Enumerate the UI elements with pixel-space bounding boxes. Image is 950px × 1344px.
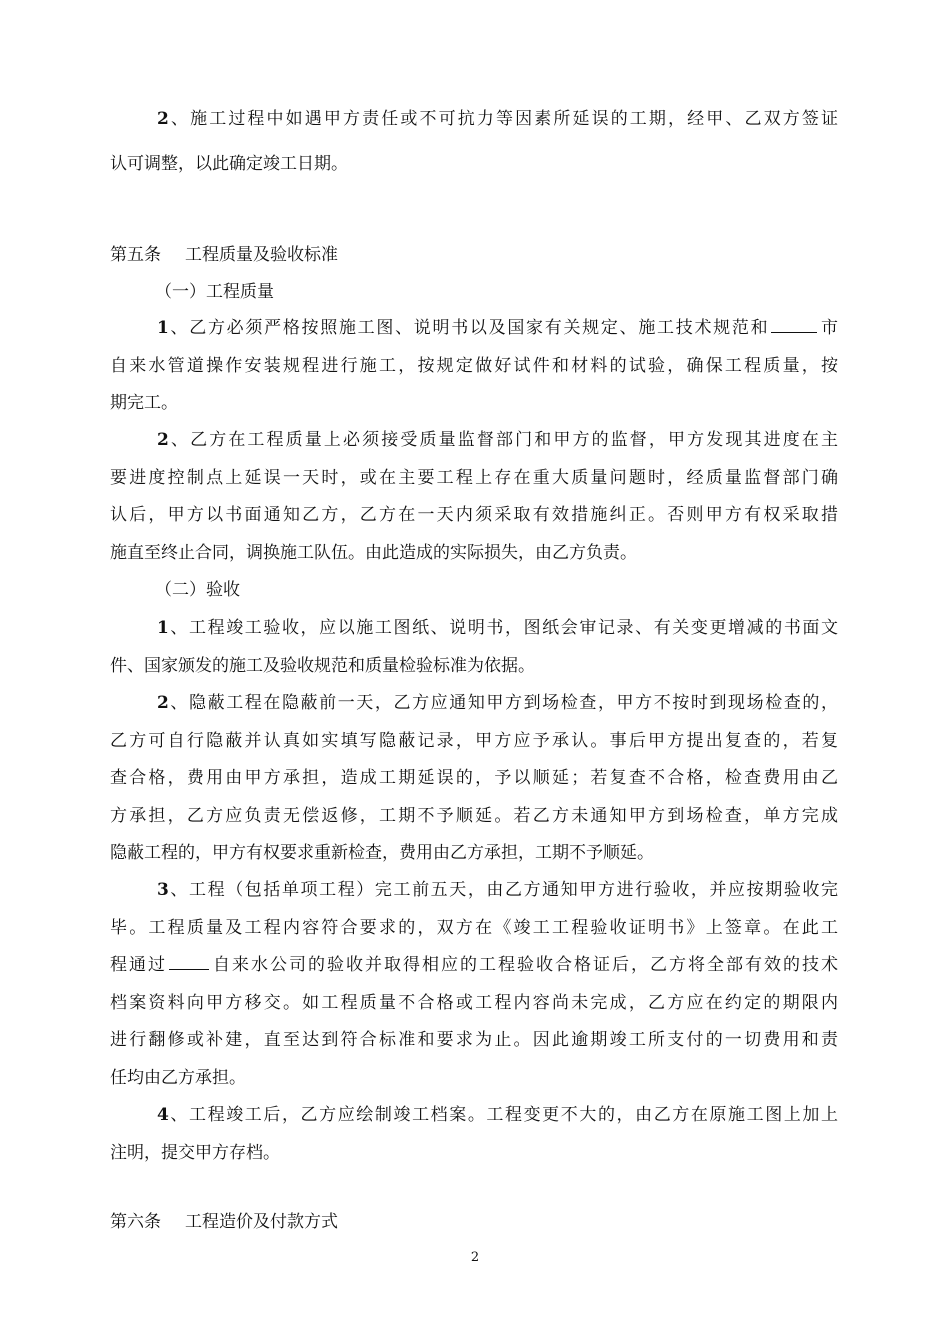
paragraph-line: 查合格，费用由甲方承担，造成工期延误的，予以顺延；若复查不合格，检查费用由乙 <box>110 768 838 788</box>
blank-underline <box>771 318 817 333</box>
section-heading-acceptance: （二）验收 <box>155 580 240 600</box>
article-title: 工程质量及验收标准 <box>185 245 338 265</box>
clause-quality-1 <box>110 310 838 423</box>
clause-quality-2 <box>110 422 838 572</box>
article-5-heading <box>110 240 338 270</box>
clause-acceptance-4 <box>110 1097 838 1172</box>
paragraph-line: 认可调整，以此确定竣工日期。 <box>110 154 348 174</box>
paragraph-line: 自来水管道操作安装规程进行施工，按规定做好试件和材料的试验，确保工程质量，按 <box>110 355 838 376</box>
paragraph-line: 要进度控制点上延误一天时，或在主要工程上存在重大质量问题时，经质量监督部门确 <box>110 467 838 488</box>
paragraph-line: 期完工。 <box>110 393 178 413</box>
section-heading-quality: （一）工程质量 <box>155 282 274 302</box>
page-number: 2 <box>470 1250 480 1265</box>
article-number: 第六条 <box>110 1212 161 1232</box>
paragraph-line: 2、施工过程中如遇甲方责任或不可抗力等因素所延误的工期，经甲、乙双方签证 <box>157 109 838 129</box>
paragraph-line: 4、工程竣工后，乙方应绘制竣工档案。工程变更不大的，由乙方在原施工图上加上 <box>157 1105 838 1125</box>
clause-acceptance-3 <box>110 872 838 1097</box>
paragraph-line: 隐蔽工程的，甲方有权要求重新检查，费用由乙方承担，工期不予顺延。 <box>110 843 654 863</box>
blank-underline <box>169 955 209 970</box>
clause-number: 2 <box>157 109 169 129</box>
paragraph-line: 件、国家颁发的施工及验收规范和质量检验标准为依据。 <box>110 655 535 676</box>
article-6-heading <box>110 1207 338 1237</box>
paragraph-line: 档案资料向甲方移交。如工程质量不合格或工程内容尚未完成，乙方应在约定的期限内 <box>110 992 838 1013</box>
paragraph-line: 施直至终止合同，调换施工队伍。由此造成的实际损失，由乙方负责。 <box>110 542 637 563</box>
clause-acceptance-1 <box>110 610 838 685</box>
paragraph-line: 3、工程（包括单项工程）完工前五天，由乙方通知甲方进行验收，并应按期验收完 <box>157 880 838 900</box>
paragraph-line: 1、工程竣工验收，应以施工图纸、说明书，图纸会审记录、有关变更增减的书面文 <box>157 618 838 638</box>
paragraph-line: 程通过 自来水公司的验收并取得相应的工程验收合格证后，乙方将全部有效的技术 <box>110 955 838 975</box>
paragraph-line: 2、隐蔽工程在隐蔽前一天，乙方应通知甲方到场检查，甲方不按时到现场检查的， <box>157 693 838 713</box>
article-title: 工程造价及付款方式 <box>185 1212 338 1232</box>
paragraph-line: 进行翻修或补建，直至达到符合标准和要求为止。因此逾期竣工所支付的一切费用和责 <box>110 1030 838 1050</box>
paragraph-line: 注明，提交甲方存档。 <box>110 1142 280 1163</box>
clause-acceptance-2 <box>110 685 838 873</box>
paragraph-line: 认后，甲方以书面通知乙方，乙方在一天内须采取有效措施纠正。否则甲方有权采取措 <box>110 505 838 525</box>
paragraph-line: 2、乙方在工程质量上必须接受质量监督部门和甲方的监督，甲方发现其进度在主 <box>157 430 838 450</box>
article-number: 第五条 <box>110 245 161 265</box>
paragraph-line: 1、乙方必须严格按照施工图、说明书以及国家有关规定、施工技术规范和 市 <box>157 318 839 338</box>
paragraph-delay <box>110 97 838 187</box>
paragraph-line: 乙方可自行隐蔽并认真如实填写隐蔽记录，甲方应予承认。事后甲方提出复查的，若复 <box>110 730 838 751</box>
paragraph-line: 毕。工程质量及工程内容符合要求的，双方在《竣工工程验收证明书》上签章。在此工 <box>110 917 838 938</box>
paragraph-line: 任均由乙方承担。 <box>110 1067 246 1088</box>
paragraph-line: 方承担，乙方应负责无偿返修，工期不予顺延。若乙方未通知甲方到场检查，单方完成 <box>110 805 838 826</box>
